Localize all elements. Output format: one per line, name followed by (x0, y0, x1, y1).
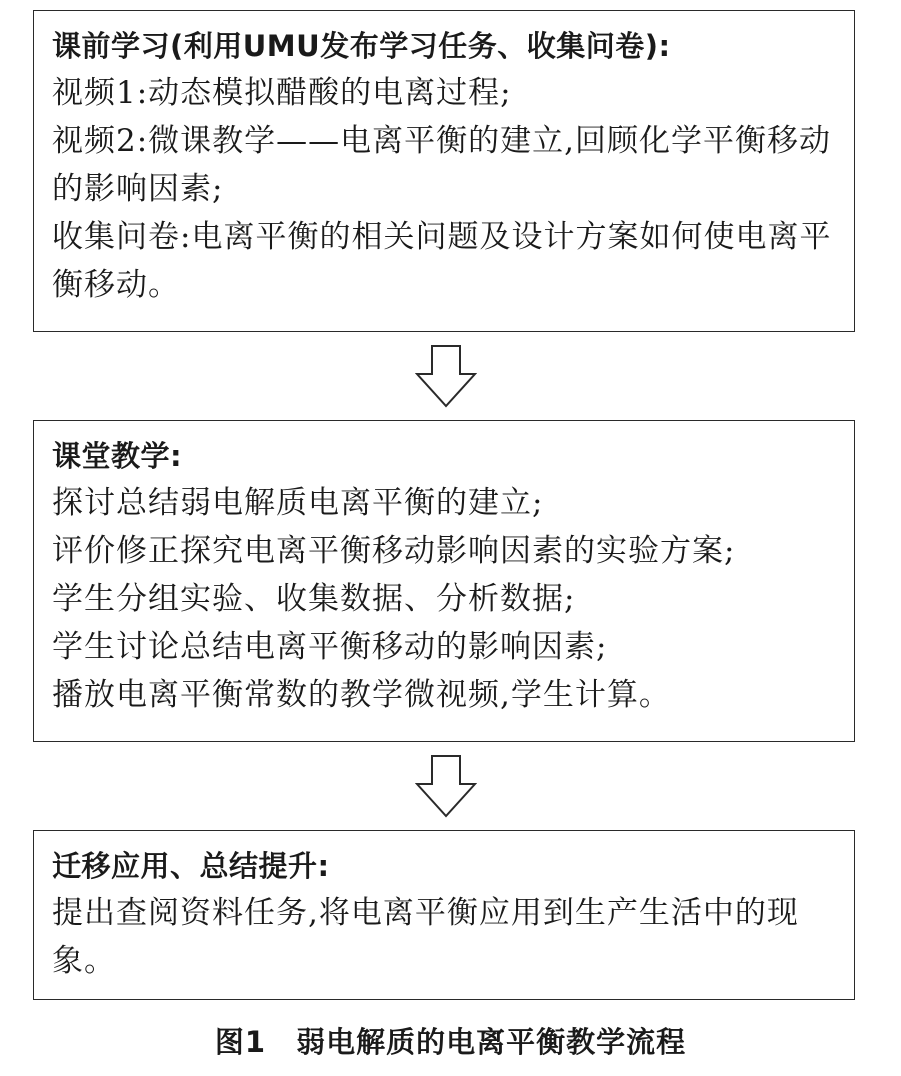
step-line: 视频1:动态模拟醋酸的电离过程; (52, 75, 512, 111)
step-line: 学生讨论总结电离平衡移动的影响因素; (52, 629, 608, 665)
figure-title: 弱电解质的电离平衡教学流程 (296, 1025, 687, 1059)
step-line: 视频2:微课教学——电离平衡的建立,回顾化学平衡移动的影响因素; (52, 123, 832, 207)
down-arrow-icon (415, 754, 477, 818)
flow-step-pre-class (33, 10, 855, 332)
step-title: 课堂教学: (52, 439, 183, 473)
figure-caption (0, 1020, 901, 1064)
down-arrow-icon (415, 344, 477, 408)
step-line: 收集问卷:电离平衡的相关问题及设计方案如何使电离平衡移动。 (52, 219, 832, 303)
figure-number: 图1 (214, 1025, 267, 1059)
step-line: 学生分组实验、收集数据、分析数据; (52, 581, 576, 617)
step-line: 播放电离平衡常数的教学微视频,学生计算。 (52, 677, 671, 713)
flow-step-application (33, 830, 855, 1000)
flow-step-in-class (33, 420, 855, 742)
step-line: 评价修正探究电离平衡移动影响因素的实验方案; (52, 533, 736, 569)
step-line: 探讨总结弱电解质电离平衡的建立; (52, 485, 544, 521)
step-line: 提出查阅资料任务,将电离平衡应用到生产生活中的现象。 (52, 895, 799, 979)
step-title: 课前学习(利用UMU发布学习任务、收集问卷): (52, 29, 671, 63)
step-title: 迁移应用、总结提升: (52, 849, 330, 883)
